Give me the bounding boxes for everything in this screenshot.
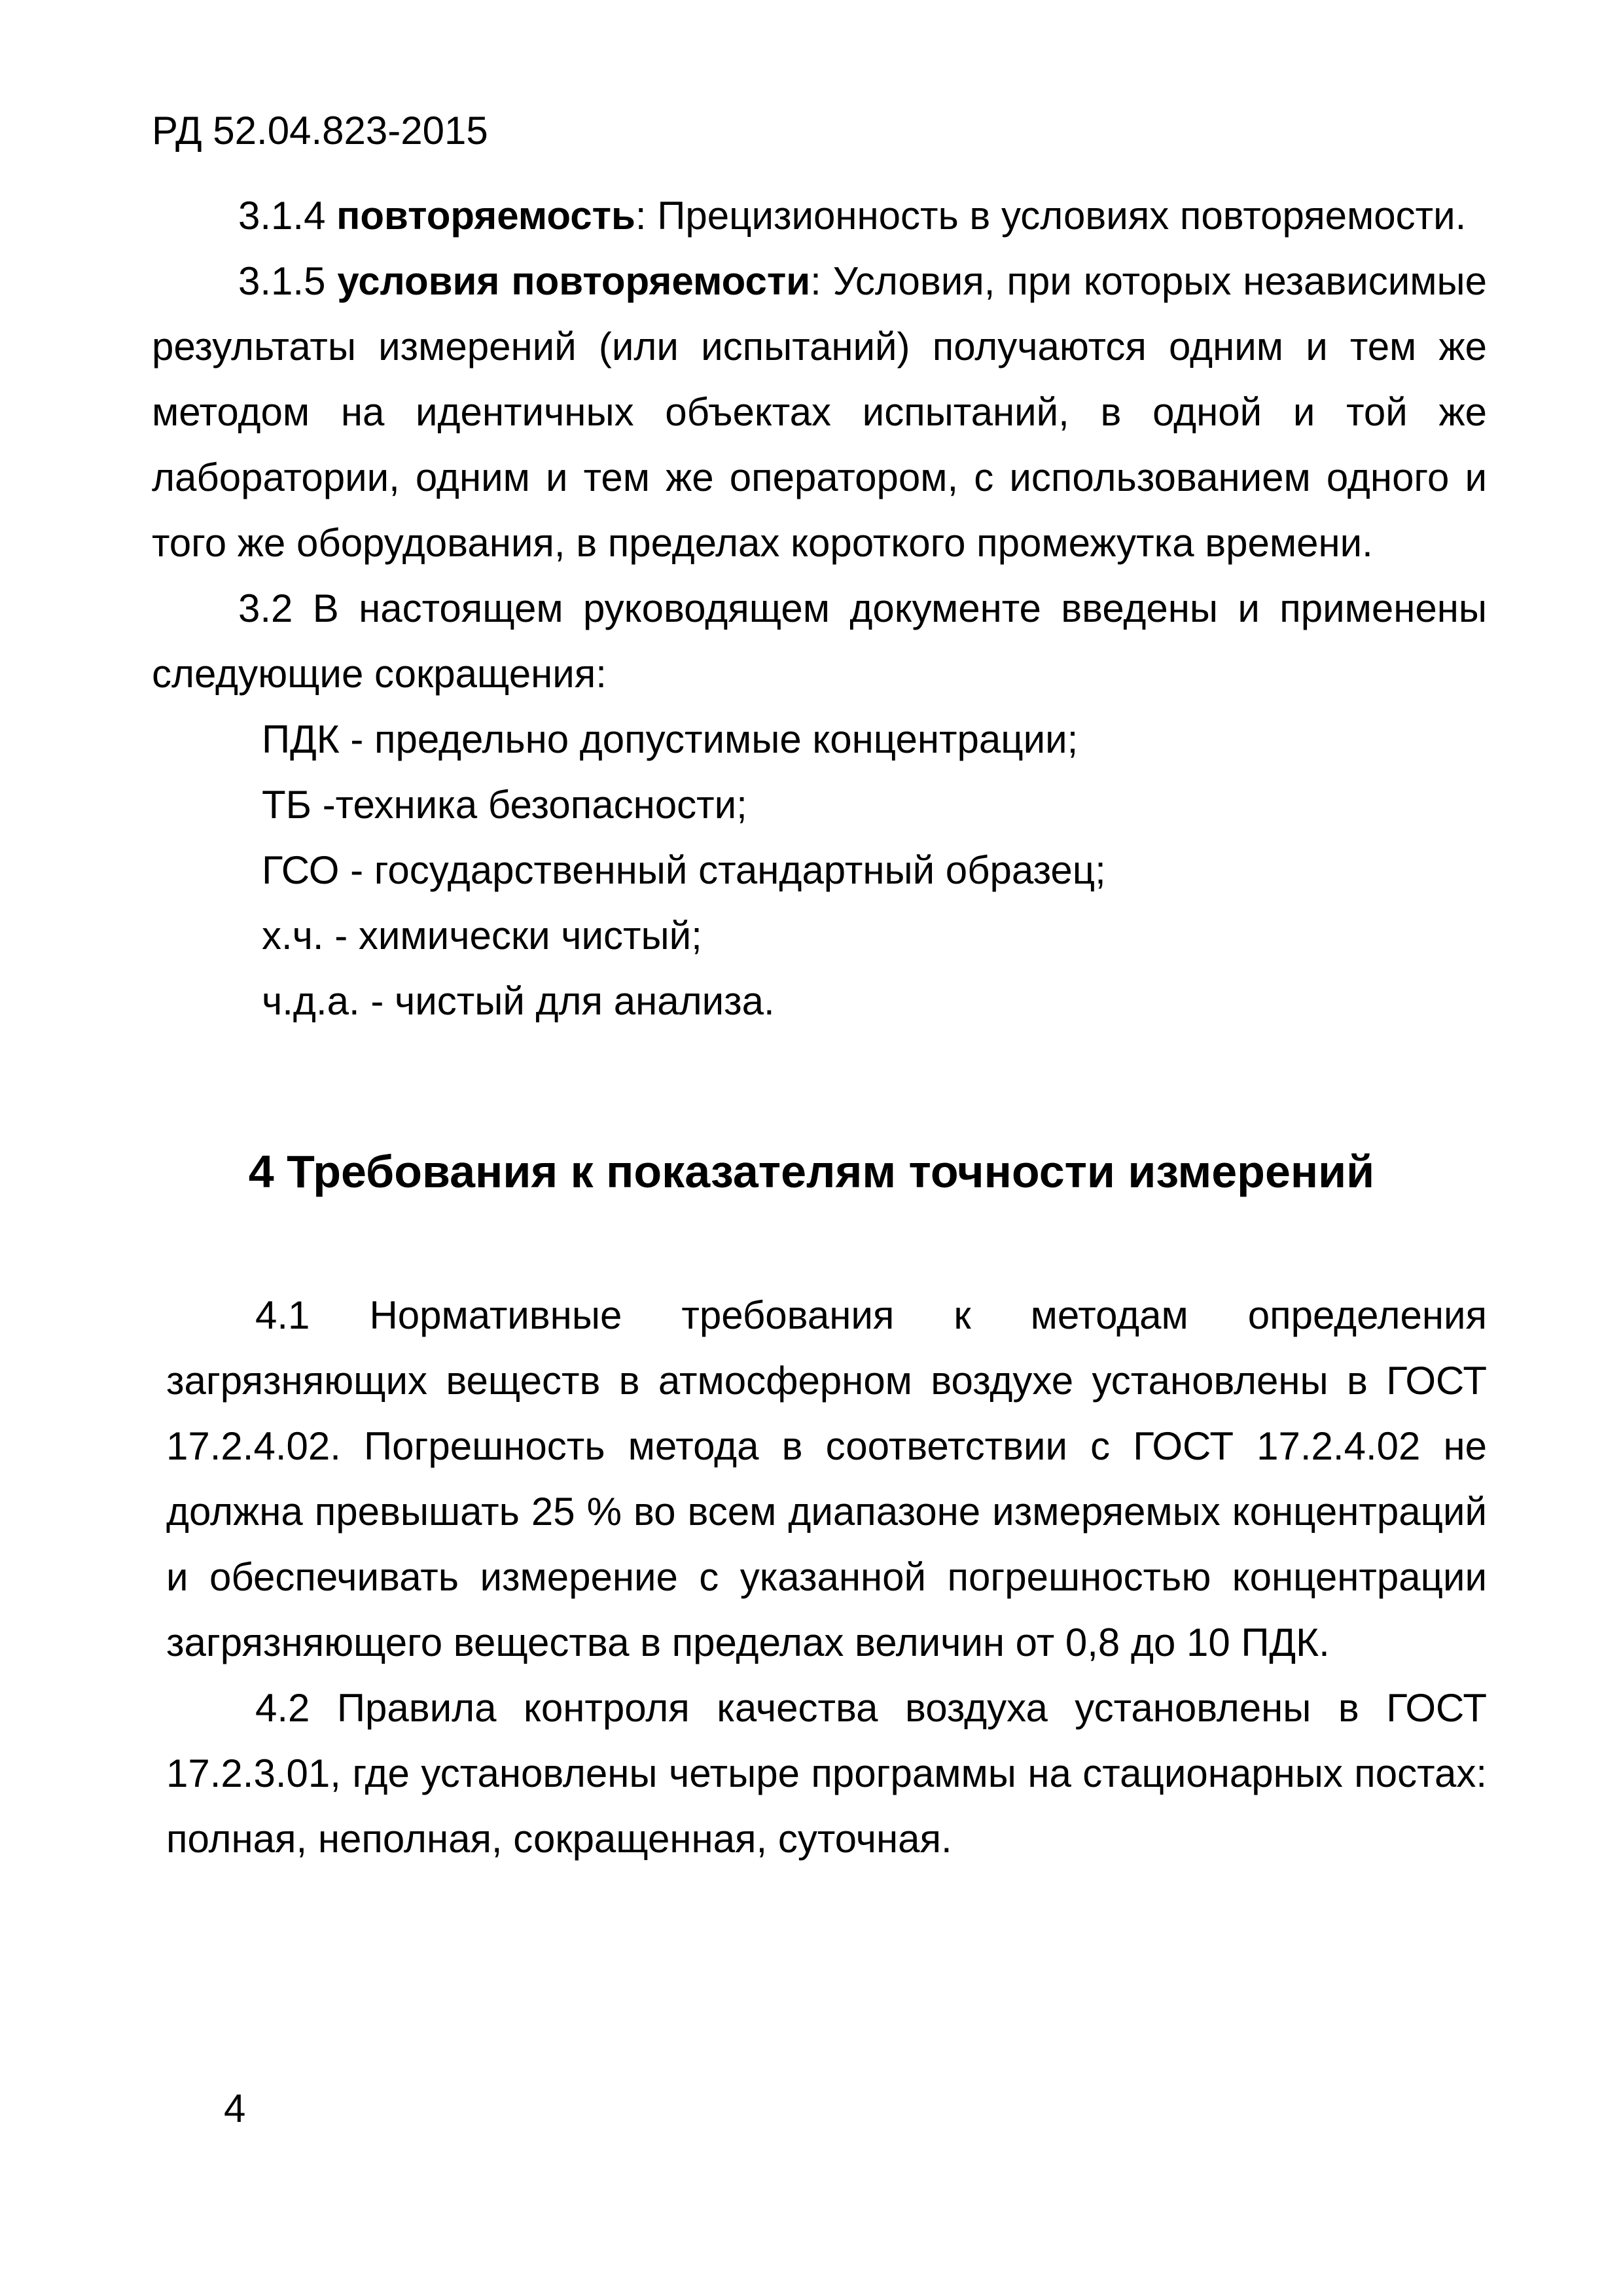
definition-text: : Условия, при которых независимые результаты измерений (или испытаний) получаются одним и тем же методом на идентичных объектах испытаний, в одной и той же лаборатории, одним и тем же оператором, с использованием одного и того же оборудования, в пределах короткого промежутка времени. [152,259,1487,565]
paragraph-3-2: 3.2 В настоящем руководящем документе введены и применены следующие сокращения: [152,586,1487,696]
paragraph-3-1-4 [152,183,1467,249]
definition-text: : Прецизионность в условиях повторяемости. [635,194,1467,238]
page-number: 4 [224,2087,246,2130]
abbreviation-hch: х.ч. - химически чистый; [262,914,702,958]
clause-number: 3.1.4 [238,194,337,238]
term-repeatability: повторяемость [336,194,635,238]
abbreviation-tb: ТБ -техника безопасности; [262,783,747,827]
document-code: РД 52.04.823-2015 [152,109,488,152]
term-repeatability-conditions: условия повторяемости [337,259,811,303]
abbreviation-gso: ГСО - государственный стандартный образец; [262,848,1106,892]
paragraph-3-1-5 [152,249,1487,576]
paragraph-4-2: 4.2 Правила контроля качества воздуха установлены в ГОСТ 17.2.3.01, где установлены четыре программы на стационарных постах: полная, неполная, сокращенная, суточная. [166,1686,1487,1861]
clause-number: 3.1.5 [238,259,338,303]
section-4-heading: 4 Требования к показателям точности измерений [248,1146,1375,1197]
paragraph-4-1: 4.1 Нормативные требования к методам определения загрязняющих веществ в атмосферном воздухе установлены в ГОСТ 17.2.4.02. Погрешность метода в соответствии с ГОСТ 17.2.4.02 не должна превышать 25 % во всем диапазоне измеряемых концентраций и обеспечивать измерение с указанной погрешностью концентрации загрязняющего вещества в пределах величин от 0,8 до 10 ПДК. [166,1293,1487,1664]
abbreviation-pdk: ПДК - предельно допустимые концентрации; [262,717,1079,761]
abbreviation-chda: ч.д.а. - чистый для анализа. [262,979,775,1023]
